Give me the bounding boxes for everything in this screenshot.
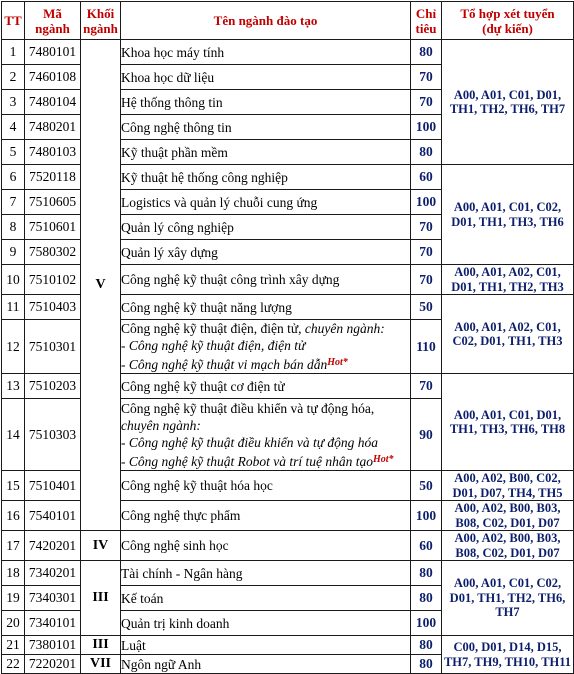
row-chi-tieu: 60 [411,165,442,190]
tohop-line1: A00, A01, C01, D01, [453,87,562,102]
row-ma-nganh: 7480101 [25,40,81,65]
row-tt: 17 [2,531,25,561]
row-tt: 8 [2,215,25,240]
specialization-1: - Công nghệ kỹ thuật điện, điện tử [121,338,306,353]
header-khoi-line1: Khối [86,5,115,21]
header-ten-nganh: Tên ngành đào tạo [121,2,411,40]
row-chi-tieu: 80 [411,655,442,674]
row-ten-nganh: Công nghệ sinh học [121,531,411,561]
row-ten-nganh: Công nghệ thực phẩm [121,501,411,531]
tohop-line1: A00, A01, C01, D01, [453,407,562,422]
tohop-cell [442,40,574,165]
row-ten-nganh: Khoa học dữ liệu [121,65,411,90]
row-ten-nganh: Quản lý công nghiệp [121,215,411,240]
row-ma-nganh: 7510303 [25,399,81,471]
row-ma-nganh: 7340301 [25,586,81,611]
tohop-cell [442,374,574,471]
table-row [2,531,574,561]
row-tt: 2 [2,65,25,90]
row-ten-nganh [121,399,411,471]
tohop-line2: D01, TH1, TH2, TH3 [451,279,564,294]
tohop-cell [442,561,574,636]
header-chi-tieu [411,2,442,40]
row-chi-tieu: 70 [411,374,442,399]
header-ct-line2: tiêu [415,20,437,36]
row-ma-nganh: 7510601 [25,215,81,240]
header-ma-line2: ngành [35,20,70,36]
row-tt: 4 [2,115,25,140]
tohop-line2: B08, C02, D01, D07 [455,515,560,530]
row-ma-nganh: 7520118 [25,165,81,190]
khoi-cell: V [81,40,121,531]
row-chi-tieu: 60 [411,531,442,561]
row-chi-tieu: 70 [411,215,442,240]
tohop-line1: C00, D01, D14, D15, [453,640,562,654]
row-ma-nganh: 7510301 [25,320,81,374]
row-chi-tieu: 100 [411,611,442,636]
table-row [2,40,574,65]
header-row [2,2,574,40]
khoi-cell: III [81,561,121,636]
major-specialization-label: chuyên ngành: [304,321,385,336]
row-tt: 18 [2,561,25,586]
row-ma-nganh: 7510403 [25,295,81,320]
tohop-cell [442,265,574,295]
tohop-line2: C02, D01, TH1, TH3 [452,334,563,348]
row-ten-nganh: Công nghệ thông tin [121,115,411,140]
major-name: Công nghệ kỹ thuật điều khiển và tự động hóa, [121,400,375,416]
row-chi-tieu: 70 [411,90,442,115]
row-ma-nganh: 7460108 [25,65,81,90]
row-tt: 6 [2,165,25,190]
specialization-2: - Công nghệ kỹ thuật Robot và trí tuệ nhân tạo [121,453,373,469]
row-ma-nganh: 7510605 [25,190,81,215]
tohop-cell [442,501,574,531]
row-chi-tieu: 80 [411,636,442,655]
row-tt: 10 [2,265,25,295]
tohop-line1: A00, A01, C01, C02, [453,200,562,214]
tohop-line2: TH1, TH3, TH6, TH8 [449,422,566,436]
row-ten-nganh: Quản lý xây dựng [121,240,411,265]
row-chi-tieu: 90 [411,399,442,471]
header-ma-nganh [25,2,81,40]
header-to-hop [442,2,574,40]
row-tt: 9 [2,240,25,265]
table-row [2,561,574,586]
tohop-line1: A00, A02, B00, B03, [454,501,561,515]
row-tt: 15 [2,471,25,501]
tohop-line2: D01, TH1, TH2, TH6, TH7 [449,590,566,620]
tohop-cell [442,165,574,265]
row-chi-tieu: 80 [411,40,442,65]
khoi-cell: III [81,636,121,655]
header-tohop-line1: Tổ hợp xét tuyển [460,5,555,21]
row-ten-nganh: Công nghệ kỹ thuật hóa học [121,471,411,501]
tohop-line1: A00, A01, C01, C02, [453,576,562,591]
row-ma-nganh: 7580302 [25,240,81,265]
row-chi-tieu: 100 [411,190,442,215]
row-tt: 3 [2,90,25,115]
row-ten-nganh: Luật [121,636,411,655]
row-tt: 11 [2,295,25,320]
tohop-cell [442,531,574,561]
tohop-line2: D01, D07, TH4, TH5 [452,485,563,500]
row-ten-nganh: Công nghệ kỹ thuật công trình xây dựng [121,265,411,295]
header-tt: TT [2,2,25,40]
row-ten-nganh: Kỹ thuật phần mềm [121,140,411,165]
major-specialization-label: chuyên ngành: [121,417,201,433]
tohop-cell [442,295,574,374]
tohop-line2: D01, TH1, TH3, TH6 [451,214,564,229]
row-ma-nganh: 7340101 [25,611,81,636]
row-chi-tieu: 100 [411,115,442,140]
row-chi-tieu: 100 [411,501,442,531]
row-chi-tieu: 80 [411,586,442,611]
tohop-line2: TH1, TH2, TH6, TH7 [449,102,566,116]
row-tt: 7 [2,190,25,215]
tohop-line1: A00, A02, B00, B03, [454,531,561,545]
header-ma-line1: Mã [43,5,62,21]
header-khoi-nganh [81,2,121,40]
row-chi-tieu: 70 [411,65,442,90]
row-ma-nganh: 7480104 [25,90,81,115]
row-ma-nganh: 7420201 [25,531,81,561]
header-ct-line1: Chỉ [415,5,437,21]
row-tt: 12 [2,320,25,374]
row-ma-nganh: 7480103 [25,140,81,165]
row-chi-tieu: 80 [411,140,442,165]
row-tt: 14 [2,399,25,471]
row-tt: 21 [2,636,25,655]
header-khoi-line2: ngành [83,20,118,36]
row-ma-nganh: 7380101 [25,636,81,655]
row-ma-nganh: 7480201 [25,115,81,140]
row-ma-nganh: 7220201 [25,655,81,674]
row-tt: 19 [2,586,25,611]
row-ten-nganh: Tài chính - Ngân hàng [121,561,411,586]
row-ten-nganh: Logistics và quản lý chuỗi cung ứng [121,190,411,215]
admissions-table [1,1,574,674]
row-tt: 5 [2,140,25,165]
row-chi-tieu: 70 [411,240,442,265]
row-ten-nganh: Công nghệ kỹ thuật năng lượng [121,295,411,320]
row-tt: 13 [2,374,25,399]
row-ten-nganh: Hệ thống thông tin [121,90,411,115]
tohop-line2: TH7, TH9, TH10, TH11 [443,654,572,669]
specialization-1: - Công nghệ kỹ thuật điều khiển và tự động hóa [121,434,379,450]
row-ma-nganh: 7510401 [25,471,81,501]
row-ma-nganh: 7510203 [25,374,81,399]
row-chi-tieu: 70 [411,265,442,295]
major-name: Công nghệ kỹ thuật điện, điện tử, [121,321,302,336]
row-ma-nganh: 7510102 [25,265,81,295]
khoi-cell: VII [81,655,121,674]
row-chi-tieu: 50 [411,471,442,501]
row-tt: 22 [2,655,25,674]
table-row [2,636,574,655]
tohop-line1: A00, A01, A02, C01, [454,265,561,279]
row-chi-tieu: 110 [411,320,442,374]
row-ten-nganh [121,320,411,374]
row-ten-nganh: Kế toán [121,586,411,611]
tohop-line2: B08, C02, D01, D07 [455,545,560,560]
row-ten-nganh: Khoa học máy tính [121,40,411,65]
row-ma-nganh: 7540101 [25,501,81,531]
row-ma-nganh: 7340201 [25,561,81,586]
row-ten-nganh: Công nghệ kỹ thuật cơ điện tử [121,374,411,399]
tohop-line1: A00, A01, A02, C01, [454,319,561,334]
row-ten-nganh: Kỹ thuật hệ thống công nghiệp [121,165,411,190]
row-chi-tieu: 50 [411,295,442,320]
row-chi-tieu: 80 [411,561,442,586]
tohop-line1: A00, A02, B00, C02, [454,471,561,485]
tohop-cell [442,636,574,674]
header-tohop-line2: (dự kiến) [482,20,533,36]
tohop-cell [442,471,574,501]
row-ten-nganh: Quản trị kinh doanh [121,611,411,636]
khoi-cell: IV [81,531,121,561]
row-ten-nganh: Ngôn ngữ Anh [121,655,411,674]
row-tt: 1 [2,40,25,65]
hot-badge: Hot* [327,357,348,368]
row-tt: 20 [2,611,25,636]
hot-badge: Hot* [372,453,394,465]
specialization-2: - Công nghệ kỹ thuật vi mạch bán dẫn [121,357,328,372]
row-tt: 16 [2,501,25,531]
